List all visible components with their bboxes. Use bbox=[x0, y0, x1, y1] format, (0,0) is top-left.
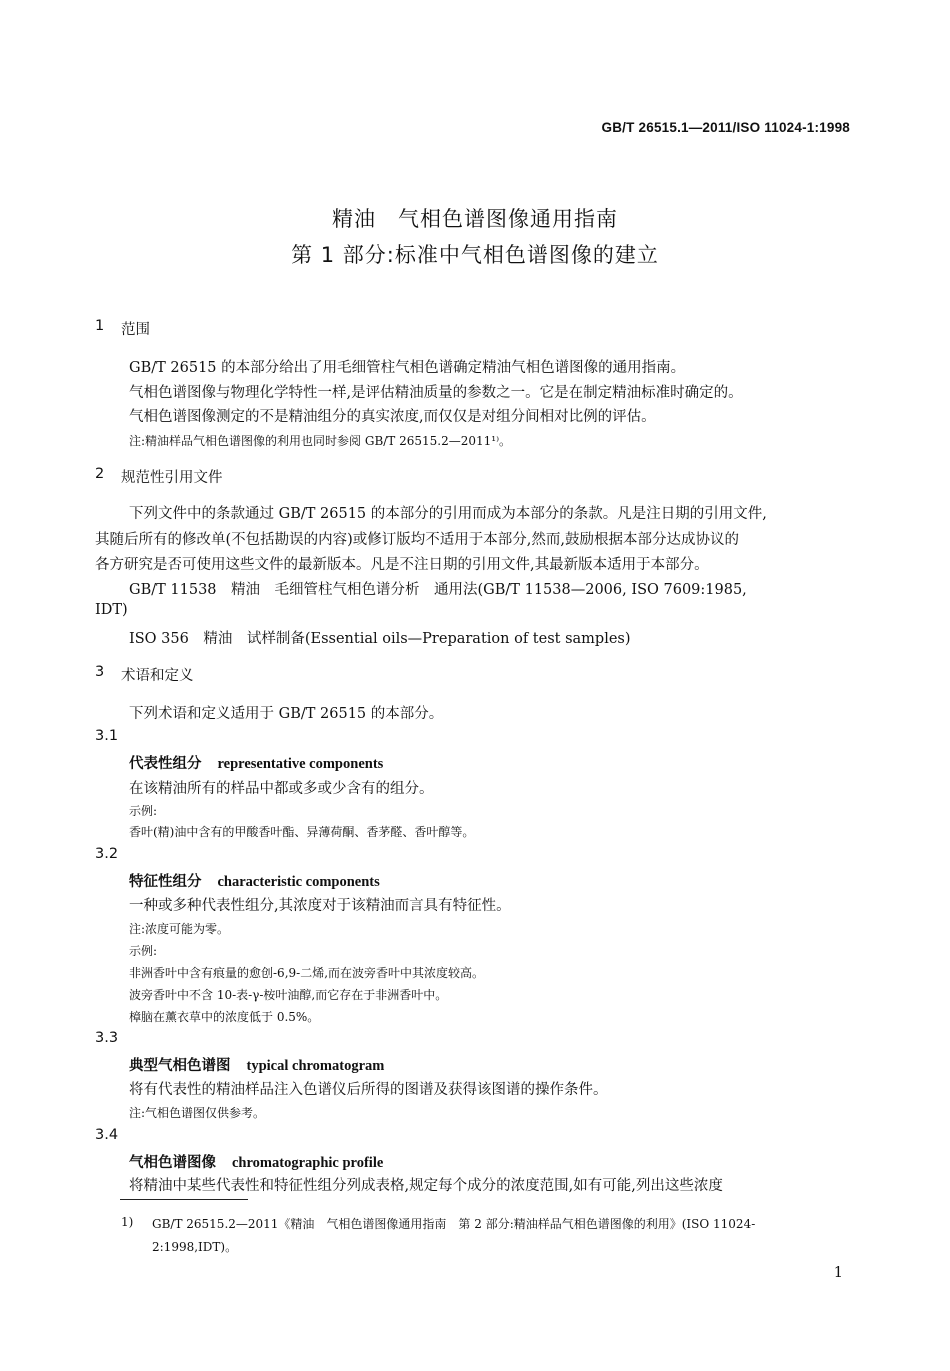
term-definition: 将精油中某些代表性和特征性组分列成表格,规定每个成分的浓度范围,如有可能,列出这些浓度 bbox=[129, 1178, 723, 1194]
term-title bbox=[129, 1151, 383, 1172]
section1-number: 1 bbox=[95, 318, 105, 334]
reference-gbt11538-line2: IDT) bbox=[95, 602, 128, 618]
term-definition: 一种或多种代表性组分,其浓度对于该精油而言具有特征性。 bbox=[129, 898, 511, 914]
section1-note: 注:精油样品气相色谱图像的利用也同时参阅 GB/T 26515.2—2011¹⁾。 bbox=[129, 434, 512, 448]
standard-number: GB/T 26515.1—2011/ISO 11024-1:1998 bbox=[601, 120, 850, 135]
document-title-line1: 精油 气相色谱图像通用指南 bbox=[332, 207, 618, 231]
footnote-line2: 2:1998,IDT)。 bbox=[152, 1240, 238, 1254]
term-number: 3.2 bbox=[95, 846, 119, 862]
term-definition: 在该精油所有的样品中都或多或少含有的组分。 bbox=[129, 781, 434, 797]
reference-gbt11538-line1: GB/T 11538 精油 毛细管柱气相色谱分析 通用法(GB/T 11538—2006, ISO 7609:1985, bbox=[129, 582, 747, 598]
document-title-line2: 第 1 部分:标准中气相色谱图像的建立 bbox=[291, 243, 659, 267]
example-line: 非洲香叶中含有痕量的愈创-6,9-二烯,而在波旁香叶中其浓度较高。 bbox=[129, 966, 485, 980]
section3-number: 3 bbox=[95, 664, 105, 680]
term-cn: 代表性组分 bbox=[129, 756, 202, 772]
term-en: characteristic components bbox=[217, 874, 380, 890]
section1-paragraph-2: 气相色谱图像与物理化学特性一样,是评估精油质量的参数之一。它是在制定精油标准时确定的。 bbox=[129, 385, 743, 401]
page-number: 1 bbox=[833, 1265, 843, 1281]
term-note: 注:浓度可能为零。 bbox=[129, 922, 230, 936]
term-title bbox=[129, 870, 380, 891]
section3-heading: 术语和定义 bbox=[121, 668, 194, 684]
section2-heading: 规范性引用文件 bbox=[121, 470, 223, 486]
example-line: 波旁香叶中不含 10-表-γ-桉叶油醇,而它存在于非洲香叶中。 bbox=[129, 988, 448, 1002]
term-title bbox=[129, 752, 383, 773]
term-title bbox=[129, 1054, 384, 1075]
example-line: 香叶(精)油中含有的甲酸香叶酯、异薄荷酮、香茅醛、香叶醇等。 bbox=[129, 825, 475, 839]
example-label: 示例: bbox=[129, 804, 158, 818]
example-label: 示例: bbox=[129, 944, 158, 958]
term-number: 3.3 bbox=[95, 1030, 119, 1046]
term-cn: 气相色谱图像 bbox=[129, 1155, 216, 1171]
reference-iso356: ISO 356 精油 试样制备(Essential oils—Preparation of test samples) bbox=[129, 631, 631, 647]
term-cn: 典型气相色谱图 bbox=[129, 1058, 231, 1074]
term-en: chromatographic profile bbox=[232, 1155, 384, 1171]
term-en: typical chromatogram bbox=[246, 1058, 385, 1074]
footnote-line1: GB/T 26515.2—2011《精油 气相色谱图像通用指南 第 2 部分:精油样品气相色谱图像的利用》(ISO 11024- bbox=[152, 1217, 756, 1231]
section3-intro: 下列术语和定义适用于 GB/T 26515 的本部分。 bbox=[129, 706, 444, 722]
example-line: 樟脑在薰衣草中的浓度低于 0.5%。 bbox=[129, 1010, 320, 1024]
term-number: 3.4 bbox=[95, 1127, 119, 1143]
section2-number: 2 bbox=[95, 466, 105, 482]
term-definition: 将有代表性的精油样品注入色谱仪后所得的图谱及获得该图谱的操作条件。 bbox=[129, 1082, 608, 1098]
section2-intro-line1: 下列文件中的条款通过 GB/T 26515 的本部分的引用而成为本部分的条款。凡是注日期的引用文件, bbox=[129, 506, 767, 522]
term-note: 注:气相色谱图仅供参考。 bbox=[129, 1106, 266, 1120]
term-en: representative components bbox=[217, 756, 384, 772]
term-cn: 特征性组分 bbox=[129, 874, 202, 890]
section2-intro-line3: 各方研究是否可使用这些文件的最新版本。凡是不注日期的引用文件,其最新版本适用于本部分。 bbox=[95, 557, 709, 573]
section1-paragraph-1: GB/T 26515 的本部分给出了用毛细管柱气相色谱确定精油气相色谱图像的通用指南。 bbox=[129, 360, 686, 376]
section1-paragraph-3: 气相色谱图像测定的不是精油组分的真实浓度,而仅仅是对组分间相对比例的评估。 bbox=[129, 409, 656, 425]
section1-heading: 范围 bbox=[121, 322, 150, 338]
section2-intro-line2: 其随后所有的修改单(不包括勘误的内容)或修订版均不适用于本部分,然而,鼓励根据本部分达成协议的 bbox=[95, 532, 740, 548]
footnote-separator bbox=[120, 1199, 248, 1200]
footnote-marker: 1) bbox=[121, 1215, 134, 1229]
term-number: 3.1 bbox=[95, 728, 119, 744]
